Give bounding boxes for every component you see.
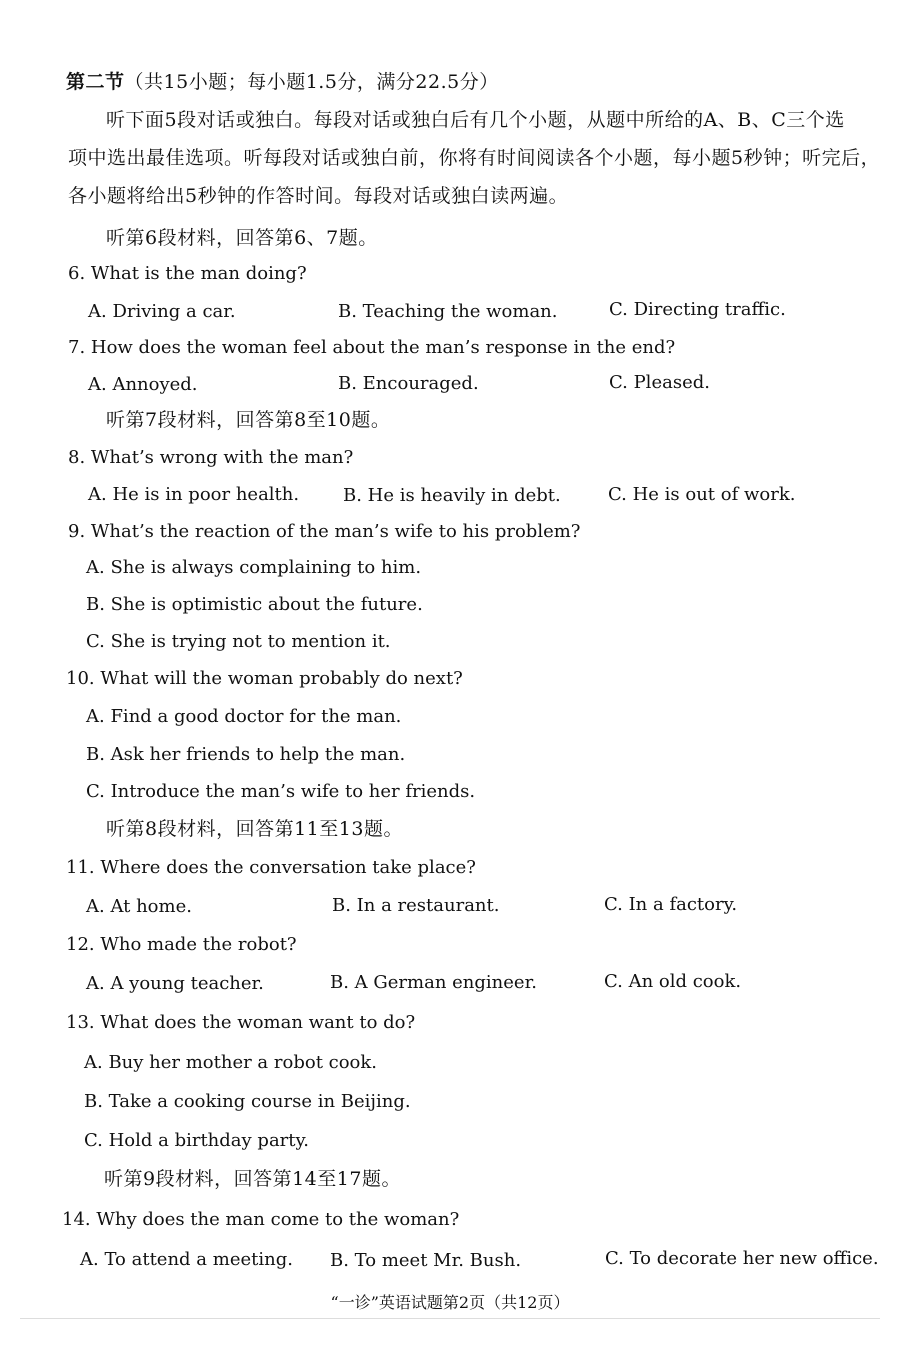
bottom-divider [20,1318,880,1319]
section-header [66,70,499,94]
q10-option-b: B. Ask her friends to help the man. [86,744,406,765]
instructions-line-3: 各小题将给出5秒钟的作答时间。每段对话或独白读两遍。 [68,185,569,207]
question-14: 14. Why does the man come to the woman? [62,1209,460,1230]
q7-option-a: A. Annoyed. [88,374,198,395]
q6-option-a: A. Driving a car. [88,301,236,322]
q9-option-b: B. She is optimistic about the future. [86,594,423,615]
q8-option-c: C. He is out of work. [608,484,796,505]
q11-option-b: B. In a restaurant. [332,895,500,916]
q8-option-b: B. He is heavily in debt. [343,485,561,506]
section-title: 第二节 [66,71,125,93]
q12-option-c: C. An old cook. [604,971,742,992]
section-subtitle: （共15小题；每小题1.5分，满分22.5分） [124,71,499,93]
q11-option-a: A. At home. [86,896,192,917]
question-6: 6. What is the man doing? [68,263,307,284]
material-7-heading: 听第7段材料，回答第8至10题。 [106,409,391,431]
material-9-heading: 听第9段材料，回答第14至17题。 [104,1168,401,1190]
q14-option-b: B. To meet Mr. Bush. [330,1250,522,1271]
material-6-heading: 听第6段材料，回答第6、7题。 [106,227,378,249]
page-footer: “一诊”英语试题第2页（共12页） [330,1293,570,1312]
q9-option-a: A. She is always complaining to him. [86,557,422,578]
question-7: 7. How does the woman feel about the man’s response in the end? [68,337,676,358]
instructions-line-2: 项中选出最佳选项。听每段对话或独白前，你将有时间阅读各个小题，每小题5秒钟；听完后， [68,147,881,169]
q6-option-c: C. Directing traffic. [609,299,786,320]
q13-option-b: B. Take a cooking course in Beijing. [84,1091,411,1112]
q10-option-a: A. Find a good doctor for the man. [86,706,402,727]
q6-option-b: B. Teaching the woman. [338,301,558,322]
question-9: 9. What’s the reaction of the man’s wife to his problem? [68,521,581,542]
instructions-line-1: 听下面5段对话或独白。每段对话或独白后有几个小题，从题中所给的A、B、C三个选 [106,109,845,131]
question-10: 10. What will the woman probably do next? [66,668,463,689]
q8-option-a: A. He is in poor health. [88,484,300,505]
q10-option-c: C. Introduce the man’s wife to her friends. [86,781,476,802]
q14-option-a: A. To attend a meeting. [80,1249,293,1270]
q9-option-c: C. She is trying not to mention it. [86,631,391,652]
q13-option-a: A. Buy her mother a robot cook. [84,1052,378,1073]
q11-option-c: C. In a factory. [604,894,738,915]
question-8: 8. What’s wrong with the man? [68,447,354,468]
q12-option-b: B. A German engineer. [330,972,537,993]
question-13: 13. What does the woman want to do? [66,1012,416,1033]
q7-option-b: B. Encouraged. [338,373,479,394]
q12-option-a: A. A young teacher. [86,973,264,994]
material-8-heading: 听第8段材料，回答第11至13题。 [106,818,403,840]
q7-option-c: C. Pleased. [609,372,710,393]
question-12: 12. Who made the robot? [66,934,297,955]
q14-option-c: C. To decorate her new office. [605,1248,879,1269]
q13-option-c: C. Hold a birthday party. [84,1130,310,1151]
question-11: 11. Where does the conversation take place? [66,857,476,878]
